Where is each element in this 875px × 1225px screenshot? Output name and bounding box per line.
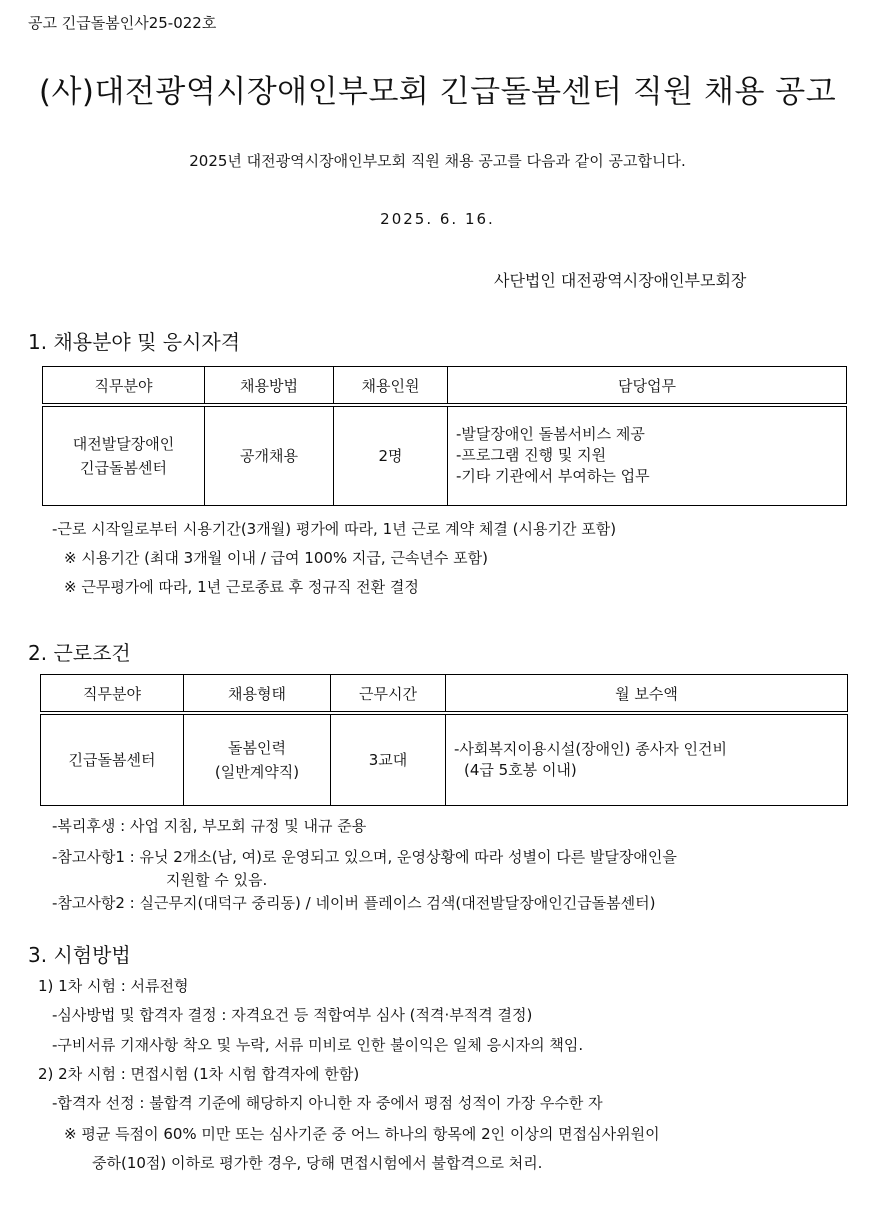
- intro-text: 2025년 대전광역시장애인부모회 직원 채용 공고를 다음과 같이 공고합니다.: [189, 152, 686, 170]
- column-header: 월 보수액: [446, 675, 848, 714]
- column-header: 근무시간: [331, 675, 446, 714]
- exam-line: 2) 2차 시험 : 면접시험 (1차 시험 합격자에 한함): [38, 1065, 360, 1083]
- hiring-method-cell: 공개채용: [205, 405, 334, 505]
- issuer-name: 사단법인 대전광역시장애인부모회장: [494, 271, 747, 290]
- note-line: -참고사항2 : 실근무지(대덕구 중리동) / 네이버 플레이스 검색(대전발달장애인긴급돌봄센터): [52, 894, 656, 912]
- employment-type-line: 돌봄인력: [228, 738, 286, 757]
- table-row: [41, 713, 848, 805]
- exam-line: 1) 1차 시험 : 서류전형: [38, 977, 189, 995]
- section2-heading: 2. 근로조건: [28, 641, 131, 665]
- note-line: 지원할 수 있음.: [166, 871, 268, 889]
- note-line: -근로 시작일로부터 시용기간(3개월) 평가에 따라, 1년 근로 계약 체결 (시용기간 포함): [52, 520, 617, 538]
- duty-item: -발달장애인 돌봄서비스 제공: [456, 425, 645, 444]
- exam-line: -합격자 선정 : 불합격 기준에 해당하지 아니한 자 중에서 평점 성적이 가장 우수한 자: [52, 1094, 603, 1112]
- pay-line: (4급 5호봉 이내): [464, 761, 577, 779]
- pay-line: -사회복지이용시설(장애인) 종사자 인건비: [454, 740, 727, 758]
- exam-line: 중하(10점) 이하로 평가한 경우, 당해 면접시험에서 불합격으로 처리.: [92, 1154, 543, 1172]
- note-line: ※ 시용기간 (최대 3개월 이내 / 급여 100% 지급, 근속년수 포함): [64, 549, 489, 567]
- duty-item: -기타 기관에서 부여하는 업무: [456, 467, 650, 486]
- page-title: (사)대전광역시장애인부모회 긴급돌봄센터 직원 채용 공고: [38, 74, 837, 110]
- duties-cell: [448, 405, 847, 505]
- job-field-cell: 긴급돌봄센터: [41, 713, 184, 805]
- column-header: 채용형태: [184, 675, 331, 714]
- section3-heading: 3. 시험방법: [28, 943, 131, 967]
- exam-line: -심사방법 및 합격자 결정 : 자격요건 등 적합여부 심사 (적격·부적격 결정): [52, 1006, 533, 1024]
- section1-heading: 1. 채용분야 및 응시자격: [28, 330, 241, 354]
- table-header-row: [43, 367, 847, 406]
- headcount-cell: 2명: [334, 405, 448, 505]
- monthly-pay-cell: [446, 713, 848, 805]
- table-header-row: [41, 675, 848, 714]
- notice-number: 공고 긴급돌봄인사25-022호: [28, 14, 217, 32]
- column-header: 담당업무: [448, 367, 847, 406]
- job-field-cell: [43, 405, 205, 505]
- column-header: 채용인원: [334, 367, 448, 406]
- employment-type-cell: [184, 713, 331, 805]
- job-field-line: 대전발달장애인: [72, 434, 175, 453]
- table-row: [43, 405, 847, 505]
- exam-line: -구비서류 기재사항 착오 및 누락, 서류 미비로 인한 불이익은 일체 응시자의 책임.: [52, 1036, 584, 1054]
- work-conditions-table: [40, 674, 848, 806]
- employment-type-line: (일반계약직): [214, 762, 300, 781]
- column-header: 직무분야: [41, 675, 184, 714]
- note-line: -참고사항1 : 유닛 2개소(남, 여)로 운영되고 있으며, 운영상황에 따라 성별이 다른 발달장애인을: [52, 848, 677, 866]
- duty-item: -프로그램 진행 및 지원: [456, 446, 607, 465]
- job-field-line: 긴급돌봄센터: [80, 458, 167, 477]
- exam-line: ※ 평균 득점이 60% 미만 또는 심사기준 중 어느 하나의 항목에 2인 이상의 면접심사위원이: [64, 1125, 660, 1143]
- column-header: 직무분야: [43, 367, 205, 406]
- note-line: -복리후생 : 사업 지침, 부모회 규정 및 내규 준용: [52, 817, 367, 835]
- note-line: ※ 근무평가에 따라, 1년 근로종료 후 정규직 전환 결정: [64, 578, 419, 596]
- column-header: 채용방법: [205, 367, 334, 406]
- announcement-date: 2025. 6. 16.: [380, 210, 495, 228]
- work-hours-cell: 3교대: [331, 713, 446, 805]
- recruitment-table: [42, 366, 847, 506]
